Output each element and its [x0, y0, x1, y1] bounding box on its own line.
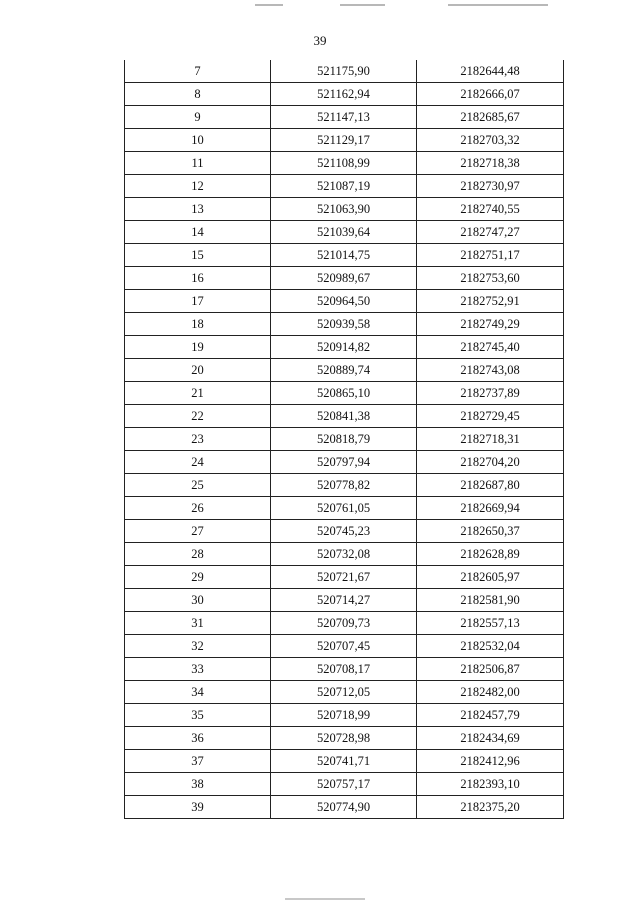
table-row: [125, 175, 564, 198]
point-number-cell: 22: [125, 405, 271, 428]
y-coordinate-cell: 2182718,38: [417, 152, 564, 175]
y-coordinate-cell: 2182605,97: [417, 566, 564, 589]
point-number-cell: 31: [125, 612, 271, 635]
x-coordinate-cell: 520914,82: [271, 336, 417, 359]
y-coordinate-cell: 2182753,60: [417, 267, 564, 290]
y-coordinate-cell: 2182737,89: [417, 382, 564, 405]
table-row: [125, 129, 564, 152]
x-coordinate-cell: 520939,58: [271, 313, 417, 336]
point-number-cell: 32: [125, 635, 271, 658]
y-coordinate-cell: 2182434,69: [417, 727, 564, 750]
table-row: [125, 773, 564, 796]
x-coordinate-cell: 521175,90: [271, 60, 417, 83]
table-row: [125, 336, 564, 359]
table-row: [125, 60, 564, 83]
y-coordinate-cell: 2182650,37: [417, 520, 564, 543]
x-coordinate-cell: 520989,67: [271, 267, 417, 290]
x-coordinate-cell: 520818,79: [271, 428, 417, 451]
x-coordinate-cell: 521014,75: [271, 244, 417, 267]
y-coordinate-cell: 2182581,90: [417, 589, 564, 612]
y-coordinate-cell: 2182703,32: [417, 129, 564, 152]
point-number-cell: 15: [125, 244, 271, 267]
point-number-cell: 39: [125, 796, 271, 819]
y-coordinate-cell: 2182743,08: [417, 359, 564, 382]
y-coordinate-cell: 2182644,48: [417, 60, 564, 83]
table-row: [125, 106, 564, 129]
x-coordinate-cell: 521108,99: [271, 152, 417, 175]
point-number-cell: 33: [125, 658, 271, 681]
x-coordinate-cell: 520865,10: [271, 382, 417, 405]
point-number-cell: 30: [125, 589, 271, 612]
coordinate-table-body: [125, 60, 564, 819]
table-row: [125, 681, 564, 704]
x-coordinate-cell: 520732,08: [271, 543, 417, 566]
point-number-cell: 36: [125, 727, 271, 750]
point-number-cell: 16: [125, 267, 271, 290]
table-row: [125, 152, 564, 175]
x-coordinate-cell: 520761,05: [271, 497, 417, 520]
table-row: [125, 658, 564, 681]
point-number-cell: 21: [125, 382, 271, 405]
x-coordinate-cell: 520718,99: [271, 704, 417, 727]
point-number-cell: 13: [125, 198, 271, 221]
table-row: [125, 359, 564, 382]
x-coordinate-cell: 520728,98: [271, 727, 417, 750]
x-coordinate-cell: 520721,67: [271, 566, 417, 589]
table-row: [125, 543, 564, 566]
x-coordinate-cell: 520707,45: [271, 635, 417, 658]
x-coordinate-cell: 520841,38: [271, 405, 417, 428]
y-coordinate-cell: 2182557,13: [417, 612, 564, 635]
x-coordinate-cell: 520745,23: [271, 520, 417, 543]
point-number-cell: 10: [125, 129, 271, 152]
point-number-cell: 12: [125, 175, 271, 198]
x-coordinate-cell: 521162,94: [271, 83, 417, 106]
scan-artifact-top: [340, 4, 385, 6]
y-coordinate-cell: 2182375,20: [417, 796, 564, 819]
point-number-cell: 7: [125, 60, 271, 83]
table-row: [125, 290, 564, 313]
point-number-cell: 19: [125, 336, 271, 359]
point-number-cell: 38: [125, 773, 271, 796]
table-row: [125, 612, 564, 635]
x-coordinate-cell: 520741,71: [271, 750, 417, 773]
y-coordinate-cell: 2182393,10: [417, 773, 564, 796]
y-coordinate-cell: 2182749,29: [417, 313, 564, 336]
point-number-cell: 29: [125, 566, 271, 589]
point-number-cell: 34: [125, 681, 271, 704]
point-number-cell: 14: [125, 221, 271, 244]
table-row: [125, 382, 564, 405]
y-coordinate-cell: 2182457,79: [417, 704, 564, 727]
point-number-cell: 25: [125, 474, 271, 497]
point-number-cell: 28: [125, 543, 271, 566]
y-coordinate-cell: 2182752,91: [417, 290, 564, 313]
x-coordinate-cell: 521147,13: [271, 106, 417, 129]
table-row: [125, 796, 564, 819]
point-number-cell: 18: [125, 313, 271, 336]
table-row: [125, 405, 564, 428]
table-row: [125, 589, 564, 612]
scan-artifact-top: [448, 4, 548, 6]
x-coordinate-cell: 520778,82: [271, 474, 417, 497]
y-coordinate-cell: 2182412,96: [417, 750, 564, 773]
x-coordinate-cell: 520797,94: [271, 451, 417, 474]
y-coordinate-cell: 2182687,80: [417, 474, 564, 497]
x-coordinate-cell: 521087,19: [271, 175, 417, 198]
table-row: [125, 221, 564, 244]
point-number-cell: 8: [125, 83, 271, 106]
point-number-cell: 37: [125, 750, 271, 773]
point-number-cell: 20: [125, 359, 271, 382]
table-row: [125, 566, 564, 589]
x-coordinate-cell: 521129,17: [271, 129, 417, 152]
point-number-cell: 35: [125, 704, 271, 727]
scan-artifact-top: [255, 4, 283, 6]
x-coordinate-cell: 520889,74: [271, 359, 417, 382]
y-coordinate-cell: 2182730,97: [417, 175, 564, 198]
y-coordinate-cell: 2182751,17: [417, 244, 564, 267]
x-coordinate-cell: 520709,73: [271, 612, 417, 635]
coordinate-table: [124, 60, 564, 819]
table-row: [125, 451, 564, 474]
y-coordinate-cell: 2182729,45: [417, 405, 564, 428]
point-number-cell: 11: [125, 152, 271, 175]
y-coordinate-cell: 2182718,31: [417, 428, 564, 451]
table-row: [125, 244, 564, 267]
y-coordinate-cell: 2182685,67: [417, 106, 564, 129]
point-number-cell: 23: [125, 428, 271, 451]
point-number-cell: 26: [125, 497, 271, 520]
table-row: [125, 635, 564, 658]
scan-artifact-bottom: [285, 898, 365, 900]
y-coordinate-cell: 2182747,27: [417, 221, 564, 244]
y-coordinate-cell: 2182482,00: [417, 681, 564, 704]
y-coordinate-cell: 2182669,94: [417, 497, 564, 520]
point-number-cell: 24: [125, 451, 271, 474]
x-coordinate-cell: 520774,90: [271, 796, 417, 819]
y-coordinate-cell: 2182506,87: [417, 658, 564, 681]
table-row: [125, 83, 564, 106]
table-row: [125, 704, 564, 727]
y-coordinate-cell: 2182745,40: [417, 336, 564, 359]
y-coordinate-cell: 2182704,20: [417, 451, 564, 474]
table-row: [125, 497, 564, 520]
table-row: [125, 727, 564, 750]
y-coordinate-cell: 2182740,55: [417, 198, 564, 221]
page-number: 39: [313, 33, 327, 48]
x-coordinate-cell: 521039,64: [271, 221, 417, 244]
y-coordinate-cell: 2182532,04: [417, 635, 564, 658]
x-coordinate-cell: 520757,17: [271, 773, 417, 796]
x-coordinate-cell: 520714,27: [271, 589, 417, 612]
point-number-cell: 27: [125, 520, 271, 543]
table-row: [125, 267, 564, 290]
table-row: [125, 313, 564, 336]
table-row: [125, 474, 564, 497]
x-coordinate-cell: 520712,05: [271, 681, 417, 704]
point-number-cell: 17: [125, 290, 271, 313]
y-coordinate-cell: 2182666,07: [417, 83, 564, 106]
table-row: [125, 198, 564, 221]
table-row: [125, 750, 564, 773]
point-number-cell: 9: [125, 106, 271, 129]
y-coordinate-cell: 2182628,89: [417, 543, 564, 566]
table-row: [125, 428, 564, 451]
x-coordinate-cell: 520708,17: [271, 658, 417, 681]
x-coordinate-cell: 520964,50: [271, 290, 417, 313]
table-row: [125, 520, 564, 543]
x-coordinate-cell: 521063,90: [271, 198, 417, 221]
